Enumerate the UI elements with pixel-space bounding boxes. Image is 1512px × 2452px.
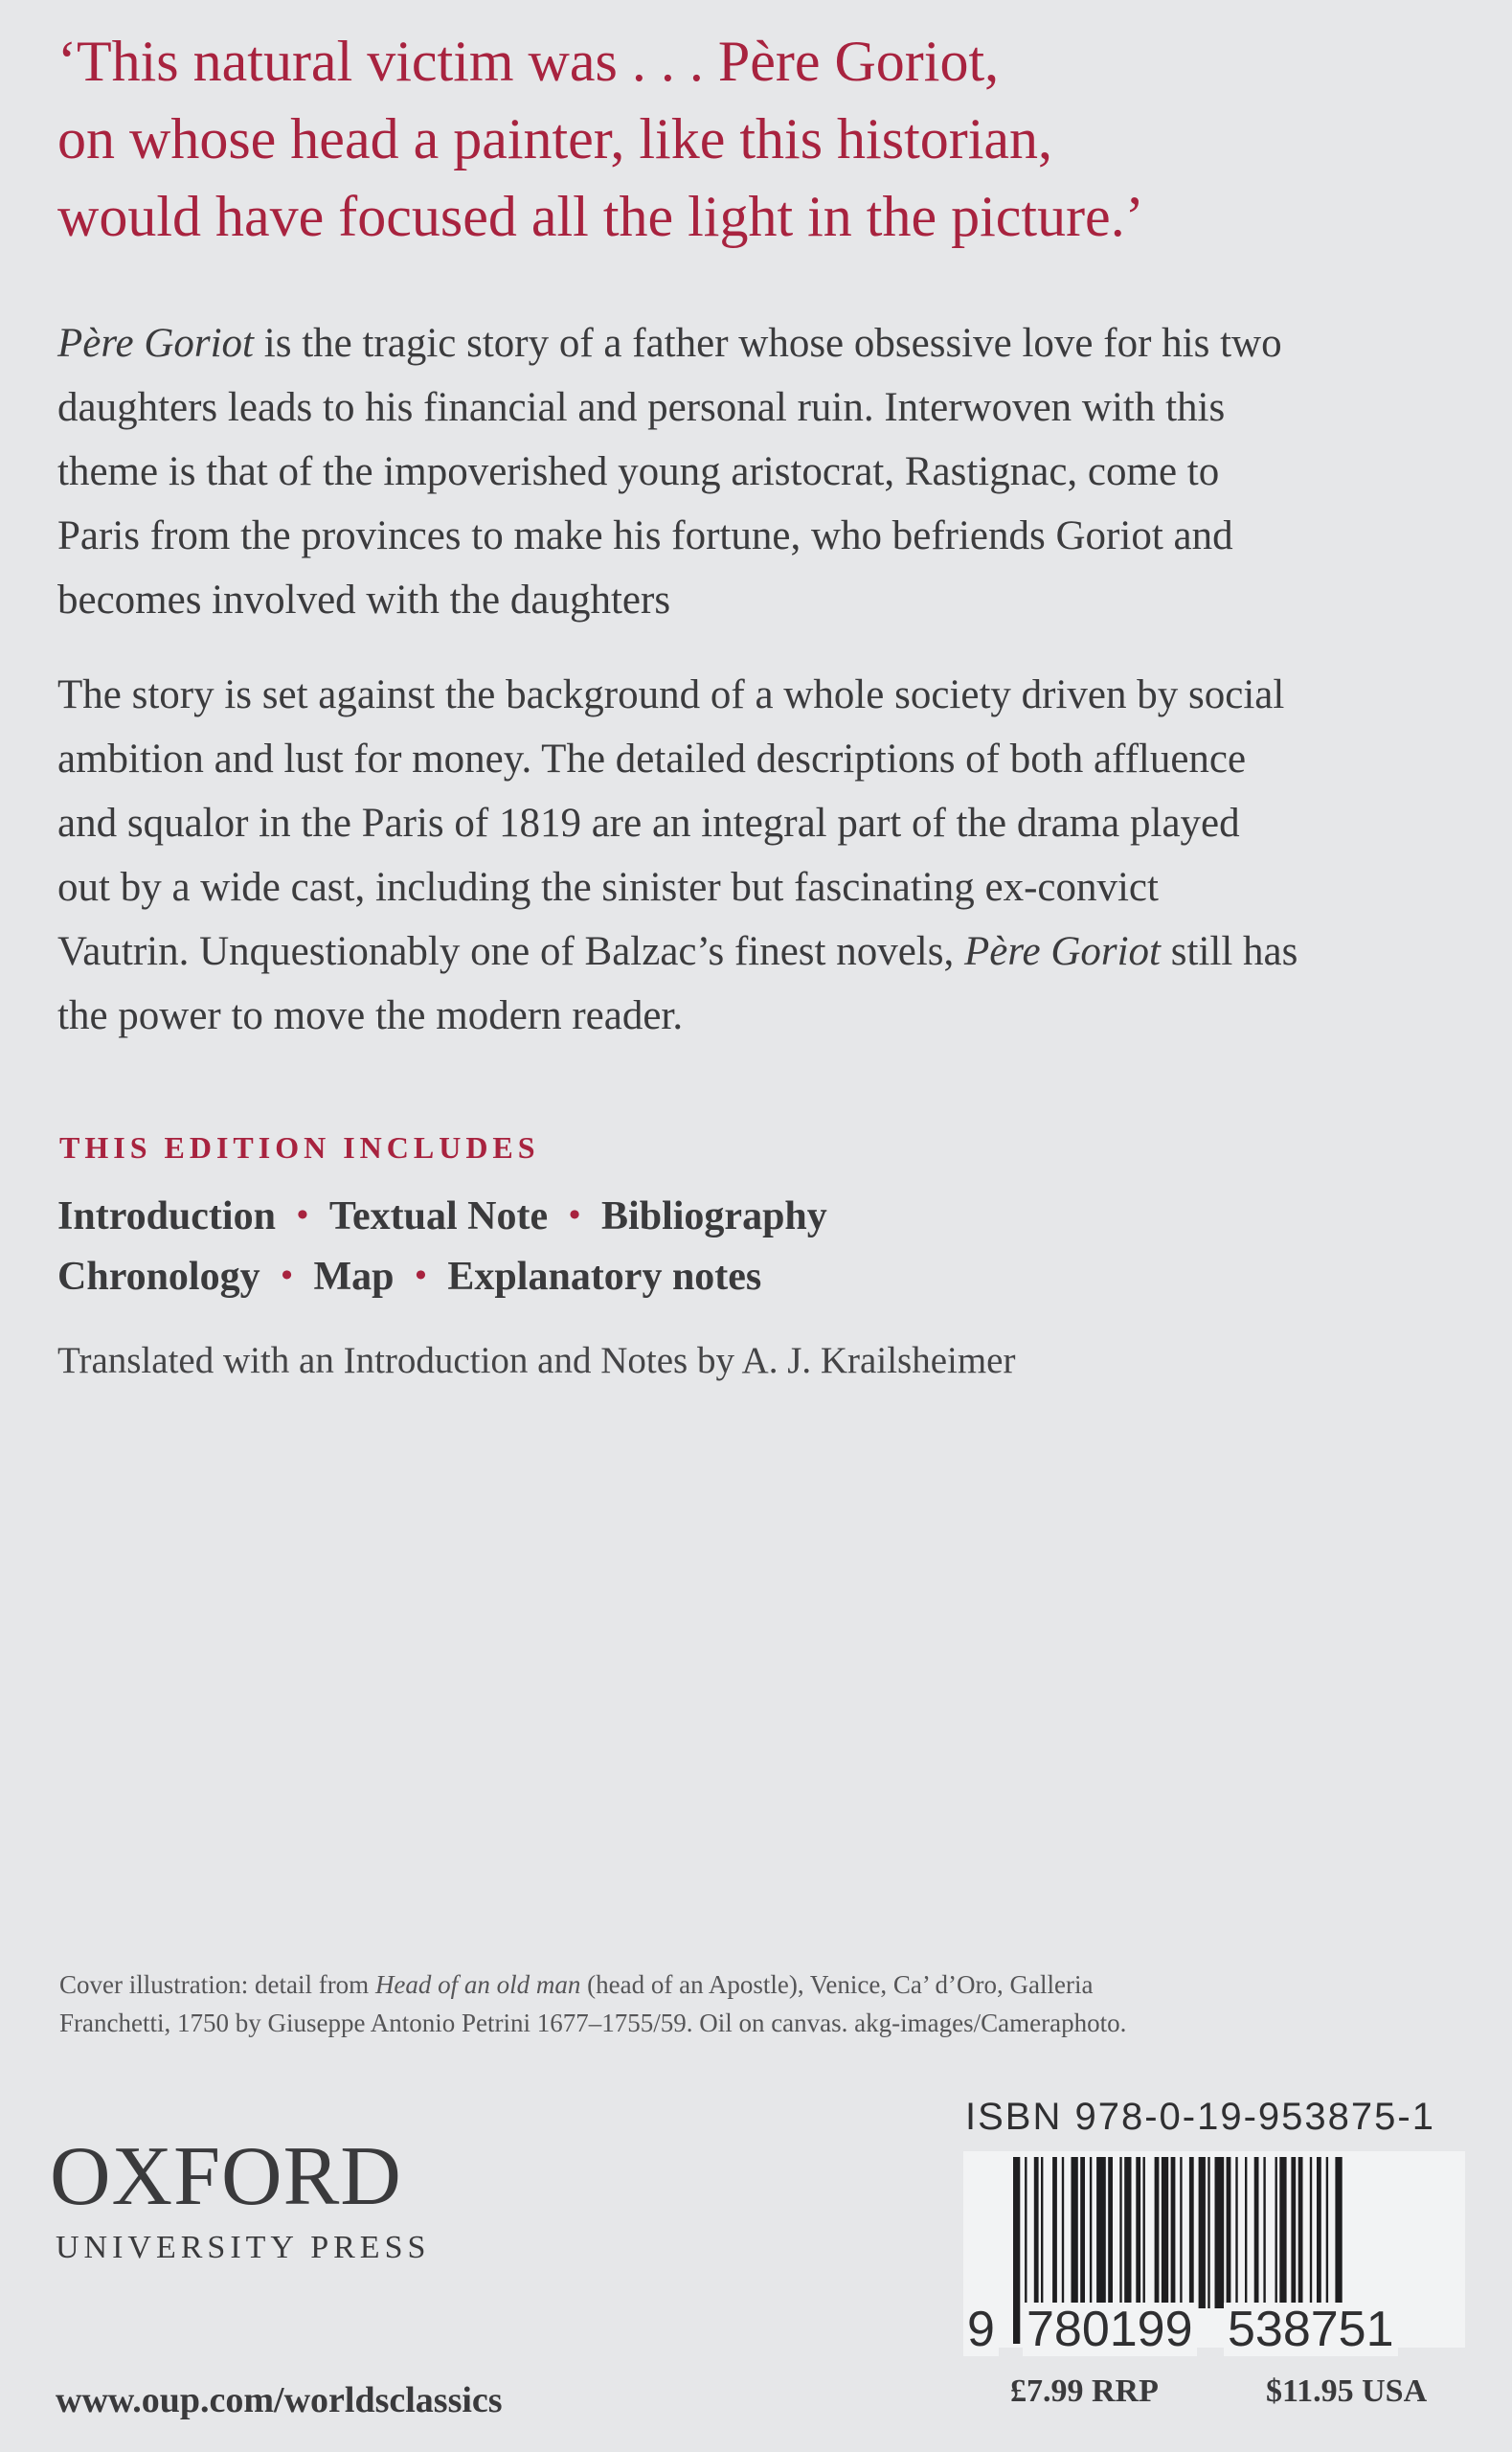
paragraph-line: Paris from the provinces to make his fortune, who befriends Goriot and — [57, 513, 1233, 558]
barcode-bar — [1162, 2157, 1168, 2308]
bullet-separator: • — [281, 1258, 293, 1293]
barcode-bar — [1171, 2157, 1176, 2308]
includes-item: Introduction — [57, 1194, 276, 1238]
includes-item: Map — [313, 1255, 395, 1299]
paragraph-line: theme is that of the impoverished young aristocrat, Rastignac, come to — [57, 449, 1220, 494]
text-span: (head of an Apostle), Venice, Ca’ d’Oro, Galleria — [580, 1970, 1094, 1999]
barcode-bar — [1034, 2157, 1039, 2308]
barcode-bar — [1279, 2157, 1286, 2308]
book-title-italic: Père Goriot — [57, 321, 255, 366]
artwork-title-italic: Head of an old man — [374, 1970, 581, 1999]
pull-quote — [57, 23, 1456, 256]
barcode-bar — [1263, 2157, 1265, 2308]
includes-row — [57, 1186, 827, 1246]
bullet-separator: • — [415, 1258, 427, 1293]
barcode-bar — [1245, 2157, 1247, 2308]
description-paragraph-2 — [57, 663, 1475, 1048]
paragraph-line: daughters leads to his financial and personal ruin. Interwoven with this — [57, 385, 1226, 430]
barcode-bar — [1096, 2157, 1106, 2308]
isbn-label: ISBN 978-0-19-953875-1 — [965, 2096, 1435, 2138]
barcode-bar — [1136, 2157, 1140, 2308]
barcode-bar — [1080, 2157, 1085, 2308]
barcode-bar — [1143, 2157, 1145, 2308]
includes-item: Bibliography — [601, 1194, 827, 1238]
includes-item: Explanatory notes — [447, 1255, 762, 1299]
quote-line: on whose head a painter, like this historian, — [57, 107, 1053, 170]
paragraph-line: and squalor in the Paris of 1819 are an integral part of the drama played — [57, 801, 1240, 846]
includes-item: Textual Note — [328, 1194, 549, 1238]
barcode-bar — [1235, 2157, 1237, 2308]
quote-line: would have focused all the light in the picture.’ — [57, 185, 1144, 248]
barcode-bar — [1041, 2157, 1043, 2308]
barcode-bar — [1254, 2157, 1259, 2308]
barcode-bar — [1189, 2157, 1194, 2308]
translator-credit: Translated with an Introduction and Notes by A. J. Krailsheimer — [57, 1340, 1016, 1381]
paragraph-line — [57, 920, 1475, 984]
barcode-bar — [1052, 2157, 1057, 2308]
text-span: Vautrin. Unquestionably one of Balzac’s finest novels, — [57, 929, 964, 974]
quote-line: ‘This natural victim was . . . Père Goriot, — [57, 30, 1000, 93]
paragraph-line: The story is set against the background of a whole society driven by social — [57, 672, 1285, 717]
includes-item: Chronology — [57, 1255, 260, 1299]
edition-heading: THIS EDITION INCLUDES — [59, 1130, 540, 1165]
barcode-bar — [1298, 2157, 1303, 2308]
publisher-website: www.oup.com/worldsclassics — [56, 2380, 503, 2420]
text-span: is the tragic story of a father whose obsessive love for his two — [254, 321, 1282, 366]
logo-subtitle: UNIVERSITY PRESS — [56, 2230, 431, 2265]
paragraph-line: the power to move the modern reader. — [57, 993, 684, 1038]
barcode-digit-first: 9 — [963, 2303, 999, 2356]
credit-line — [59, 1965, 1304, 2004]
paragraph-line: out by a wide cast, including the sinister but fascinating ex-convict — [57, 865, 1159, 910]
barcode-bar — [1227, 2157, 1231, 2308]
barcode-bar — [1275, 2157, 1277, 2308]
edition-includes-list — [57, 1186, 827, 1306]
price-us: $11.95 USA — [1266, 2373, 1428, 2409]
cover-illustration-credit — [59, 1965, 1304, 2042]
barcode-bar — [1215, 2157, 1225, 2308]
barcode-bar — [1310, 2157, 1312, 2308]
book-title-italic: Père Goriot — [964, 929, 1162, 974]
includes-row — [57, 1246, 827, 1306]
paragraph-line: becomes involved with the daughters — [57, 578, 671, 623]
barcode-bar — [1119, 2157, 1121, 2308]
bullet-separator: • — [569, 1197, 581, 1233]
oxford-logo — [50, 2130, 431, 2266]
barcode-digits-left: 780199 — [1023, 2303, 1197, 2356]
text-span: Cover illustration: detail from — [59, 1970, 375, 1999]
barcode-bar — [1291, 2157, 1296, 2308]
barcode-digits — [963, 2303, 1465, 2356]
barcode-bar — [1108, 2157, 1113, 2308]
logo-wordmark: OXFORD — [50, 2130, 402, 2223]
barcode-bar — [1072, 2157, 1078, 2308]
barcode-bar — [1326, 2157, 1328, 2308]
bullet-separator: • — [296, 1197, 308, 1233]
credit-line: Franchetti, 1750 by Giuseppe Antonio Petrini 1677–1755/59. Oil on canvas. akg-images/Cameraphoto. — [59, 2009, 1127, 2037]
paragraph-line — [57, 311, 1475, 375]
barcode-digits-right: 538751 — [1224, 2303, 1398, 2356]
barcode-bar — [1317, 2157, 1321, 2308]
barcode-bar — [1124, 2157, 1131, 2308]
paragraph-line: ambition and lust for money. The detailed descriptions of both affluence — [57, 737, 1247, 782]
barcode-bar — [1207, 2157, 1209, 2308]
text-span: still has — [1161, 929, 1298, 974]
barcode-bar — [1090, 2157, 1092, 2308]
price-uk: £7.99 RRP — [1010, 2373, 1159, 2409]
barcode-bar — [1062, 2157, 1064, 2308]
barcode-bar — [1199, 2157, 1206, 2308]
description-paragraph-1 — [57, 311, 1475, 632]
barcode-bar — [1155, 2157, 1160, 2308]
